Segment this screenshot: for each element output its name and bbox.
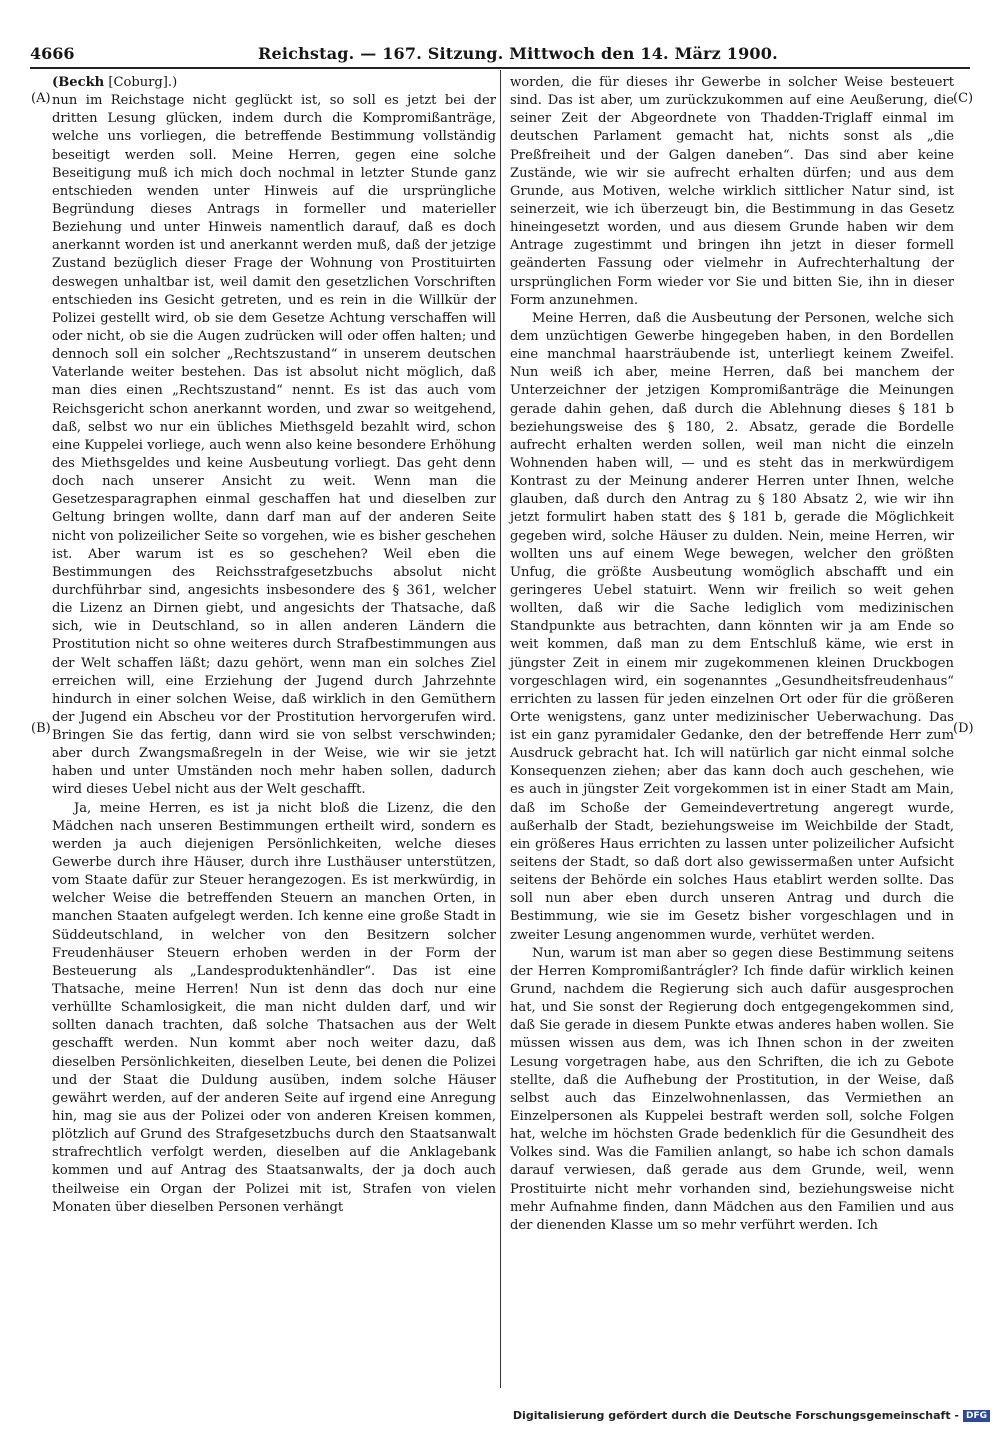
margin-mark-c: (C) (953, 91, 974, 106)
column-divider (500, 70, 501, 1388)
dfg-logo: DFG (963, 1410, 990, 1422)
digitization-credit-text: Digitalisierung gefördert durch die Deutsche Forschungsgemeinschaft - (512, 1409, 959, 1422)
paragraph: Meine Herren, daß die Ausbeutung der Personen, welche sich dem unzüchtigen Gewerbe hingegeben haben, in den Bordellen eine manchmal haarsträubende ist, unterliegt keinem Zweifel. Nun weiß ich aber, meine Herren, daß bei manchem der Unterzeichner der jetzigen Kompromißanträge die Meinungen gerade dahin gehen, daß durch die Ablehnung dieses § 181 b beziehungsweise des § 180, 2. Absatz, gerade die Bordelle aufrecht erhalten werden sollen, weil man nicht die einzeln Wohnenden haben will, — und es steht das in merkwürdigem Kontrast zu der Meinung anderer Herren unter Ihnen, welche glauben, daß durch den Antrag zu § 180 Absatz 2, wie wir ihn jetzt formulirt haben statt des § 181 b, gerade die Möglichkeit gegeben wird, solche Häuser zu dulden. Nein, meine Herren, wir wollten uns auf einem Wege bewegen, welcher den größten Unfug, die größte Ausbeutung womöglich abschafft und ein geringeres Uebel statuirt. Wenn wir freilich so weit gehen wollten, daß wir die Sache lediglich vom medizinischen Standpunkte aus betrachten, dann könnten wir ja am Ende so weit kommen, daß man zu dem Entschluß käme, wie erst in jüngster Zeit in einem mir zugekommenen kleinen Druckbogen vorgeschlagen wird, ein sogenanntes „Gesundheitsfreudenhaus“ errichten zu lassen für jeden einzelnen Ort oder für die größeren Orte wenigstens, ganz unter medizinischer Ueberwachung. Das ist ein ganz pyramidaler Gedanke, den der betreffende Herr zum Ausdruck gebracht hat. Ich will natürlich gar nicht einmal solche Konsequenzen ziehen; aber das kann doch auch geschehen, wie es auch in jüngster Zeit vorgekommen ist in einer Stadt am Main, daß im Schoße der Gemeindevertretung angeregt wurde, außerhalb der Stadt, beziehungsweise im Weichbilde der Stadt, ein größeres Haus errichten zu lassen unter polizeilicher Aufsicht seitens der Stadt, so daß dort also gewissermaßen unter Aufsicht seitens der Behörde ein solches Haus etablirt werden sollte. Das soll nun aber eben durch unseren Antrag und durch die Bestimmung, wie sie im Gesetz bisher vorgeschlagen und in zweiter Lesung angenommen wurde, verhütet werden. (510, 310, 954, 943)
header-rule (30, 67, 970, 69)
margin-mark-d: (D) (953, 721, 974, 736)
digitization-credit (513, 1409, 990, 1422)
page-number: 4666 (30, 44, 75, 63)
paragraph: Ja, meine Herren, es ist ja nicht bloß die Lizenz, die den Mädchen nach unseren Bestimmungen ertheilt wird, sondern es werden ja auch diejenigen Persönlichkeiten, welche dieses Gewerbe durch ihre Häuser, durch ihre Lusthäuser unterstützen, vom Staate dafür zur Steuer herangezogen. Es ist merkwürdig, in welcher Weise die betreffenden Steuern an manchen Orten, in manchen Staaten aufgelegt werden. Ich kenne eine große Stadt in Süddeutschland, in welcher von den Besitzern solcher Freudenhäuser Steuern erhoben werden in der Form der Besteuerung als „Landesproduktenhändler“. Das ist eine Thatsache, meine Herren! Nun ist denn das doch nur eine verhüllte Schamlosigkeit, die man nicht dulden darf, und wir sollten danach trachten, daß solche Thatsachen aus der Welt geschafft werden. Nun kommt aber noch weiter dazu, daß dieselben Persönlichkeiten, dieselben Leute, bei denen die Polizei und der Staat die Duldung ausüben, indem solche Häuser gewährt werden, auf der anderen Seite auf irgend eine Anregung hin, mag sie aus der Polizei oder von anderen Kreisen kommen, plötzlich auf Grund des Strafgesetzbuchs durch den Staatsanwalt strafrechtlich verfolgt werden, dieselben auf die Anklagebank kommen und auf Antrag des Staatsanwalts, der ja doch auch theilweise ein Organ der Polizei mit ist, Strafen von vielen Monaten über dieselben Personen verhängt (52, 800, 496, 1215)
speaker-name: (Beckh (52, 75, 105, 90)
paragraph: worden, die für dieses ihr Gewerbe in solcher Weise besteuert sind. Das ist aber, um zurückzukommen auf eine Aeußerung, die seiner Zeit der Abgeordnete von Thadden-Triglaff einmal im deutschen Parlament gemacht hat, nichts sonst als „die Preßfreiheit und der Galgen daneben“. Das sind aber keine Zustände, wie wir sie aufrecht erhalten dürfen; und aus dem Grunde, aus Motiven, welche wirklich sittlicher Natur sind, ist seinerzeit, wie ich überzeugt bin, die Bestimmung in das Gesetz hineingesetzt worden, und aus diesem Grunde haben wir dem Antrage zugestimmt und bringen ihn jetzt in dieser formell geänderten Fassung oder vielmehr in Aufrechterhaltung der ursprünglichen Form wieder vor Sie und bitten Sie, ihn in dieser Form anzunehmen. (510, 75, 954, 308)
margin-mark-b: (B) (31, 721, 51, 736)
speaker-place: [Coburg].) (104, 75, 178, 90)
running-header: Reichstag. — 167. Sitzung. Mittwoch den 14. März 1900. (258, 44, 778, 63)
margin-mark-a: (A) (31, 91, 51, 106)
paragraph: nun im Reichstage nicht geglückt ist, so soll es jetzt bei der dritten Lesung glücken, indem durch die Kompromißanträge, welche uns vorliegen, die betreffende Bestimmung vollständig beseitigt werden soll. Meine Herren, gegen eine solche Beseitigung muß ich mich doch nochmal in letzter Stunde ganz entschieden wenden unter Hinweis auf die ursprüngliche Begründung dieses Antrags in formeller und materieller Beziehung und unter Hinweis namentlich darauf, daß es doch anerkannt worden ist und anerkannt werden muß, daß der jetzige Zustand bezüglich dieser Frage der Wohnung von Prostituirten deswegen unhaltbar ist, weil damit den gesetzlichen Vorschriften entschieden ins Gesicht getreten, und es rein in die Willkür der Polizei gestellt wird, ob sie dem Gesetze Achtung verschaffen will oder nicht, ob sie die Augen zudrücken will oder offen halten; und dennoch soll ein solcher „Rechtszustand“ in unserem deutschen Vaterlande weiter bestehen. Das ist absolut nicht möglich, daß man dies einen „Rechtszustand“ nennt. Es ist das auch vom Reichsgericht schon anerkannt worden, und zwar so weitgehend, daß, selbst wo nur ein übliches Miethsgeld bezahlt wird, schon eine Kuppelei vorliege, auch wenn also keine besondere Erhöhung des Miethsgeldes und keine Ausbeutung vorliegt. Das geht denn doch nach unserer Ansicht zu weit. Wenn man die Gesetzesparagraphen einmal geschaffen hat und dieselben zur Geltung bringen wollte, dann darf man auf der anderen Seite nicht von polizeilicher Seite so vorgehen, wie es bisher geschehen ist. Aber warum ist es so geschehen? Weil eben die Bestimmungen des Reichsstrafgesetzbuchs absolut nicht durchführbar sind, angesichts insbesondere des § 361, welcher die Lizenz an Dirnen giebt, und angesichts der Thatsache, daß sich, wie in Deutschland, so in allen anderen Ländern die Prostitution nicht so ohne weiteres durch Strafbestimmungen aus der Welt schaffen läßt; dazu gehört, wenn man ein solches Ziel erreichen will, eine Erziehung der Jugend durch Jahrzehnte hindurch in einer solchen Weise, daß wirklich in den Gemüthern der Jugend ein Abscheu vor der Prostitution hervorgerufen wird. Bringen Sie das fertig, dann wird sie von selbst verschwinden; aber durch Zwangsmaßregeln in der Weise, wie wir sie jetzt haben und unter Umständen noch mehr haben sollen, dadurch wird dieses Uebel nicht aus der Welt geschafft. (52, 93, 496, 798)
paragraph: Nun, warum ist man aber so gegen diese Bestimmung seitens der Herren Kompromißantrágler? Ich finde dafür wirklich keinen Grund, nachdem die Regierung sich auch dafür ausgesprochen hat, und Sie sonst der Regierung doch entgegengekommen sind, daß Sie gerade in diesem Punkte etwas anderes haben wollen. Sie müssen wissen aus dem, was ich Ihnen schon in der zweiten Lesung vorgetragen habe, aus den Schriften, die ich zu Gebote stellte, daß die Aufhebung der Prostitution, in der Weise, daß selbst auch das Einzelwohnenlassen, das Vermiethen an Einzelpersonen als Kuppelei bestraft werden soll, solche Folgen hat, welche im höchsten Grade bedenklich für die Gesundheit des Volkes sind. Was die Familien anlangt, so habe ich schon damals darauf verwiesen, daß gerade aus dem Grunde, weil, wenn Prostituirte nicht mehr vorhanden sind, beziehungsweise nicht mehr Aufnahme finden, dann Mädchen aus den Familien und aus der dienenden Klasse um so mehr verführt werden. Ich (510, 945, 954, 1233)
right-column (510, 74, 954, 1235)
speaker-attribution (52, 74, 496, 92)
left-column (52, 74, 496, 1217)
